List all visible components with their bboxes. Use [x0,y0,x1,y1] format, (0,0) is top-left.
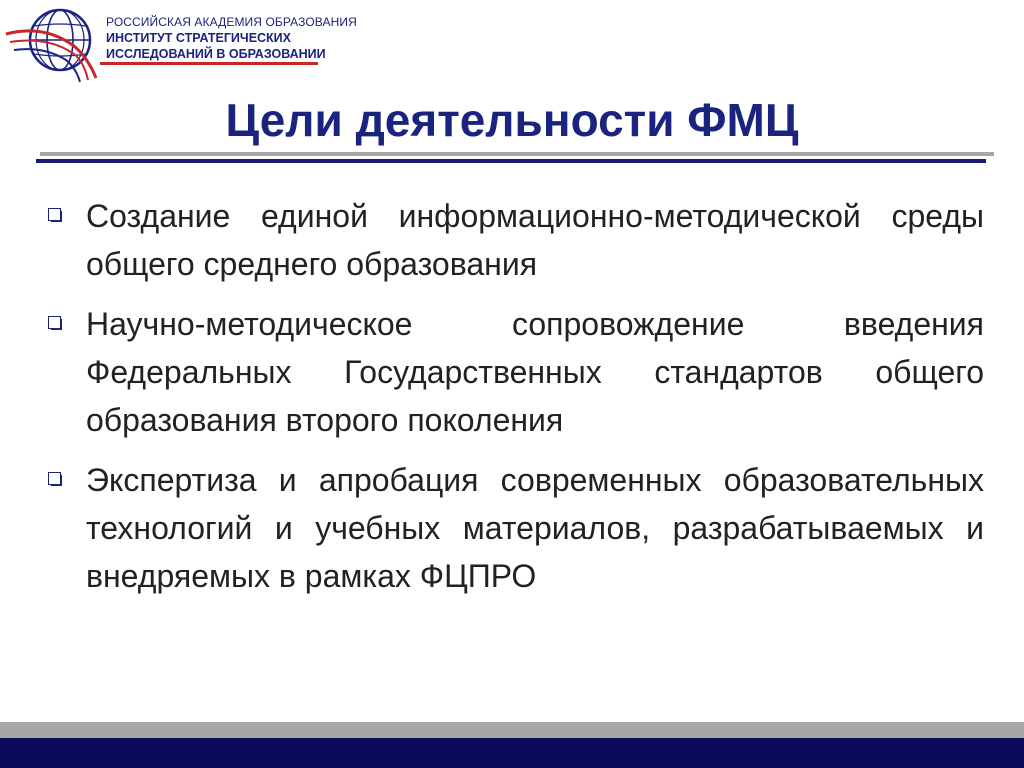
title-divider-navy [36,159,986,163]
footer-band-gray [0,722,1024,738]
header [0,0,1024,80]
checkbox-bullet-icon [48,208,61,221]
checkbox-bullet-icon [48,316,61,329]
org-underline [100,62,318,65]
org-line-2: ИНСТИТУТ СТРАТЕГИЧЕСКИХ [106,31,292,45]
bullet-text: Создание единой информационно-методической среды общего среднего образования [86,198,984,282]
bullet-text: Научно-методическое сопровождение введения Федеральных Государственных стандартов общего образования второго поколения [86,306,984,438]
checkbox-bullet-icon [48,472,61,485]
bullet-list [44,192,984,612]
org-line-1: РОССИЙСКАЯ АКАДЕМИЯ ОБРАЗОВАНИЯ [106,15,357,29]
org-line-3: ИССЛЕДОВАНИЙ В ОБРАЗОВАНИИ [106,47,326,61]
title-divider-gray [40,152,994,156]
slide-title: Цели деятельности ФМЦ [225,94,799,146]
bullet-item [44,300,984,444]
organization-name [106,14,357,62]
bullet-item [44,192,984,288]
bullet-text: Экспертиза и апробация современных образовательных технологий и учебных материалов, разрабатываемых и внедряемых в рамках ФЦПРО [86,462,984,594]
bullet-item [44,456,984,600]
footer-band-navy [0,738,1024,768]
globe-logo-icon [4,2,104,86]
